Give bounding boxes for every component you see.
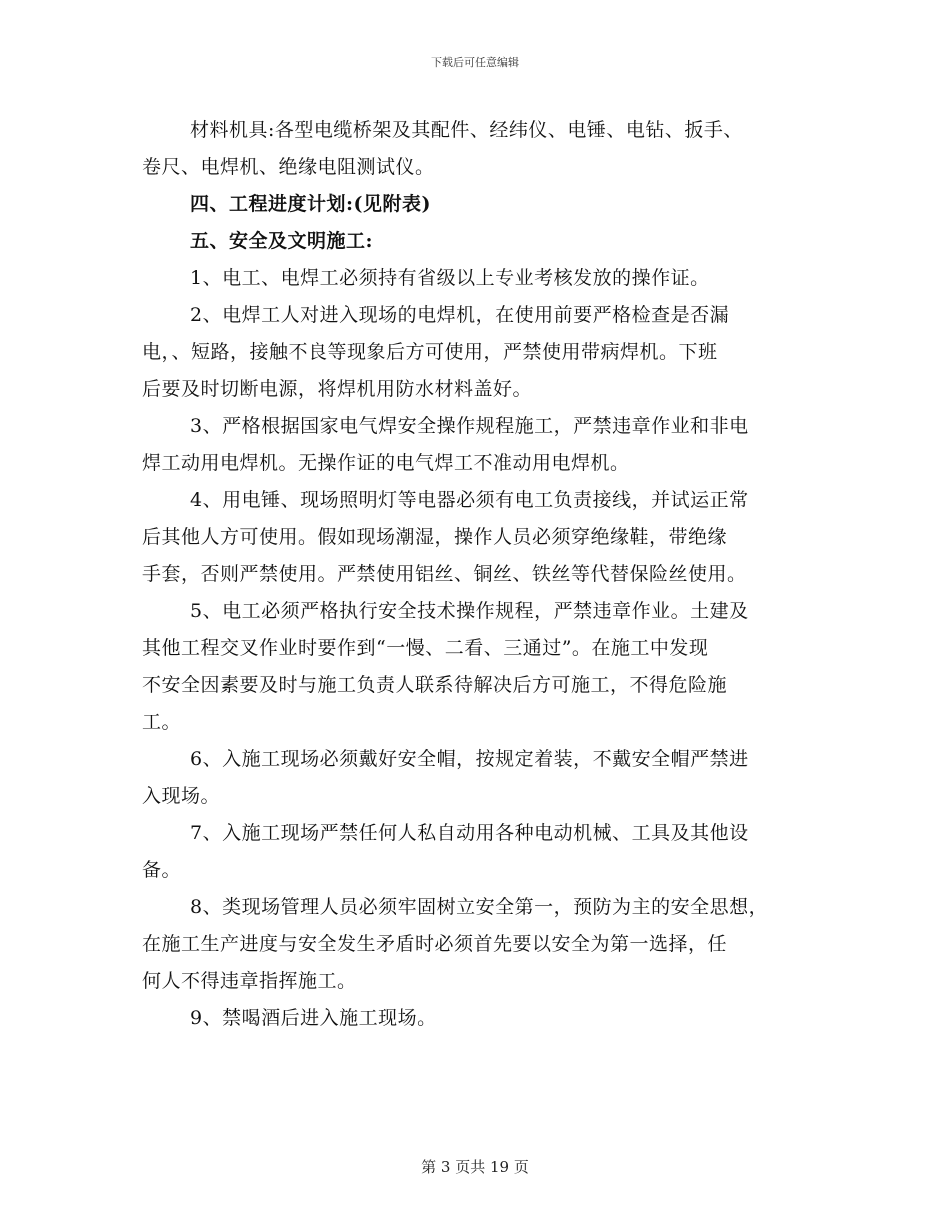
section-4-heading: 四、工程进度计划:(见附表) xyxy=(190,193,431,215)
item-6-line-2: 入现场。 xyxy=(142,785,221,807)
list-item xyxy=(142,260,812,297)
list-item xyxy=(142,297,812,408)
item-3-line-1: 3、严格根据国家电气焊安全操作规程施工，严禁违章作业和非电 xyxy=(190,415,749,437)
page-header: 下载后可任意编辑 xyxy=(431,56,519,69)
item-1-line-1: 1、电工、电焊工必须持有省级以上专业考核发放的操作证。 xyxy=(190,267,710,289)
item-5-line-1: 5、电工必须严格执行安全技术操作规程，严禁违章作业。土建及 xyxy=(190,600,749,622)
list-item xyxy=(142,593,812,741)
list-item xyxy=(142,1000,812,1037)
document-body xyxy=(142,112,812,1037)
item-5-line-4: 工。 xyxy=(142,711,182,733)
item-2-line-2: 电，、短路，接触不良等现象后方可使用，严禁使用带病焊机。下班 xyxy=(142,341,718,363)
section-5-heading: 五、安全及文明施工: xyxy=(190,230,374,252)
item-8-line-1: 8、类现场管理人员必须牢固树立安全第一，预防为主的安全思想， xyxy=(190,896,769,918)
item-9-line-1: 9、禁喝酒后进入施工现场。 xyxy=(190,1007,437,1029)
item-2-line-3: 后要及时切断电源，将焊机用防水材料盖好。 xyxy=(142,378,533,400)
item-6-line-1: 6、入施工现场必须戴好安全帽，按规定着装，不戴安全帽严禁进 xyxy=(190,748,749,770)
item-5-line-2: 其他工程交叉作业时要作到“一慢、二看、三通过”。在施工中发现 xyxy=(142,637,709,659)
materials-line-1: 材料机具:各型电缆桥架及其配件、经纬仪、电锤、电钻、扳手、 xyxy=(190,119,743,141)
page-footer: 第 3 页共 19 页 xyxy=(421,1158,529,1176)
item-4-line-3: 手套，否则严禁使用。严禁使用铝丝、铜丝、铁丝等代替保险丝使用。 xyxy=(142,563,747,585)
list-item xyxy=(142,889,812,1000)
item-4-line-2: 后其他人方可使用。假如现场潮湿，操作人员必须穿绝缘鞋，带绝缘 xyxy=(142,526,728,548)
item-3-line-2: 焊工动用电焊机。无操作证的电气焊工不准动用电焊机。 xyxy=(142,452,630,474)
item-7-line-2: 备。 xyxy=(142,859,182,881)
materials-line-2: 卷尺、电焊机、绝缘电阻测试仪。 xyxy=(142,156,435,178)
item-2-line-1: 2、电焊工人对进入现场的电焊机，在使用前要严格检查是否漏 xyxy=(190,304,730,326)
item-4-line-1: 4、用电锤、现场照明灯等电器必须有电工负责接线，并试运正常 xyxy=(190,489,749,511)
list-item xyxy=(142,741,812,815)
list-item xyxy=(142,482,812,593)
list-item xyxy=(142,815,812,889)
item-5-line-3: 不安全因素要及时与施工负责人联系待解决后方可施工，不得危险施 xyxy=(142,674,728,696)
item-7-line-1: 7、入施工现场严禁任何人私自动用各种电动机械、工具及其他设 xyxy=(190,822,749,844)
list-item xyxy=(142,408,812,482)
item-8-line-2: 在施工生产进度与安全发生矛盾时必须首先要以安全为第一选择，任 xyxy=(142,933,728,955)
item-8-line-3: 何人不得违章指挥施工。 xyxy=(142,970,357,992)
